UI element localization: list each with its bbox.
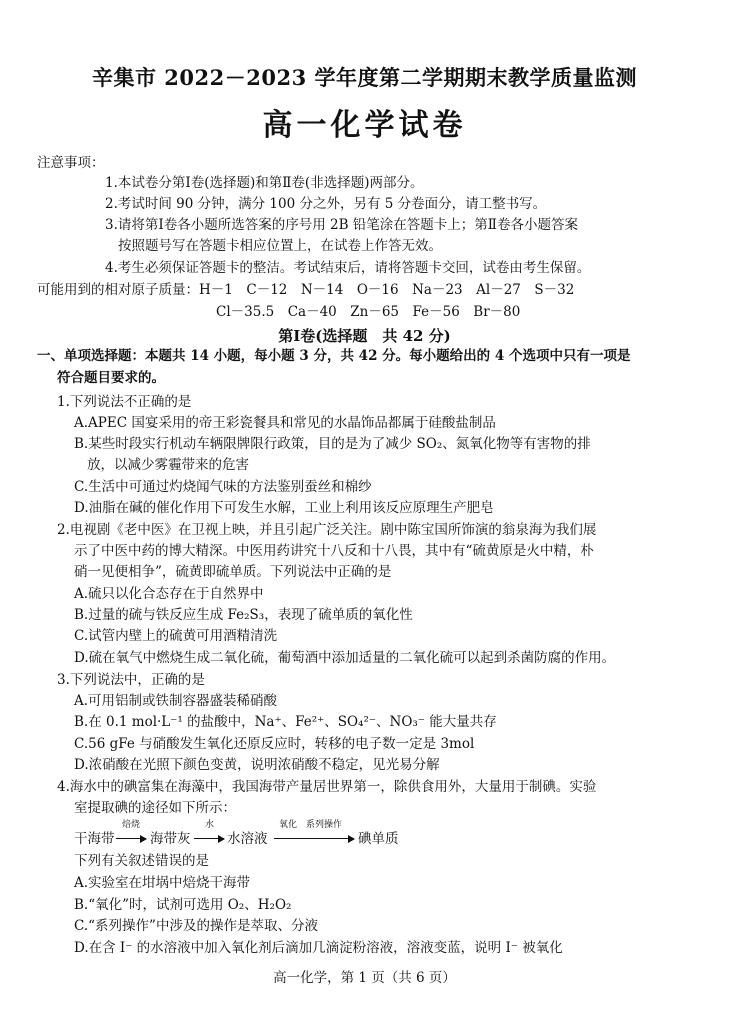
note-item: 2.考试时间 90 分钟，满分 100 分之外，另有 5 分卷面分，请工整书写。 xyxy=(105,196,547,212)
page-footer: 高一化学，第 1 页（共 6 页） xyxy=(273,970,456,986)
iodine-extraction-flow xyxy=(74,820,434,847)
atomic-mass-line: Cl－35.5 Ca－40 Zn－65 Fe－56 Br－80 xyxy=(216,304,521,320)
option-b: B.“氧化”时，试剂可选用 O₂、H₂O₂ xyxy=(74,897,292,913)
question-stem-cont: 室提取碘的途径如下所示： xyxy=(74,800,236,816)
option-b: B.过量的硫与铁反应生成 Fe₂S₃，表现了硫单质的氧化性 xyxy=(74,607,413,623)
flow-node-iodine: 碘单质 xyxy=(358,831,399,847)
notes-heading: 注意事项： xyxy=(37,155,105,171)
note-item: 4.考生必须保证答题卡的整洁。考试结束后，请将答题卡交回，试卷由考生保留。 xyxy=(105,260,591,276)
flow-arrow xyxy=(116,838,146,839)
option-b: B.某些时段实行机动车辆限牌限行政策，目的是为了减少 SO₂、氮氧化物等有害物的排 xyxy=(74,436,591,452)
option-a: A.实验室在坩埚中焙烧干海带 xyxy=(74,875,251,891)
flow-node-solution: 水溶液 xyxy=(227,831,268,847)
option-c: C.56 gFe 与硝酸发生氧化还原反应时，转移的电子数一定是 3mol xyxy=(74,736,475,752)
option-c: C.生活中可通过灼烧闻气味的方法鉴别蚕丝和棉纱 xyxy=(74,479,372,495)
exam-title: 辛集市 2022－2023 学年度第二学期期末教学质量监测 xyxy=(91,65,637,90)
note-item: 3.请将第Ⅰ卷各小题所选答案的序号用 2B 铅笔涂在答题卡上；第Ⅱ卷各小题答案 xyxy=(105,217,578,233)
option-d: D.浓硝酸在光照下颜色变黄，说明浓硝酸不稳定，见光易分解 xyxy=(74,757,440,773)
option-a: A.可用铝制或铁制容器盛装稀硝酸 xyxy=(74,693,278,709)
question-stem-cont: 示了中医中药的博大精深。中医用药讲究十八反和十八畏，其中有“硫黄原是火中精，朴 xyxy=(74,543,594,559)
flow-label-roast: 焙烧 xyxy=(122,820,141,830)
section-instruction: 一、单项选择题：本题共 14 小题，每小题 3 分，共 42 分。每小题给出的 4 个选项中只有一项是 xyxy=(37,348,631,364)
section-instruction: 符合题目要求的。 xyxy=(57,370,165,386)
question-stem: 1.下列说法不正确的是 xyxy=(57,394,192,410)
atomic-mass-line: 可能用到的相对原子质量：H－1 C－12 N－14 O－16 Na－23 Al－27 S－32 xyxy=(37,282,575,298)
section-title: 第Ⅰ卷(选择题 共 42 分) xyxy=(278,327,451,345)
option-c: C.试管内壁上的硫黄可用酒精清洗 xyxy=(74,628,278,644)
option-d: D.硫在氧气中燃烧生成二氧化硫，葡萄酒中添加适量的二氧化硫可以起到杀菌防腐的作用。 xyxy=(74,650,616,666)
option-a: A.APEC 国宴采用的帝王彩瓷餐具和常见的水晶饰品都属于硅酸盐制品 xyxy=(74,415,496,431)
flow-arrow xyxy=(194,838,224,839)
option-d: D.在含 I⁻ 的水溶液中加入氧化剂后滴加几滴淀粉溶液，溶液变蓝，说明 I⁻ 被氧化 xyxy=(74,940,563,956)
option-c: C.“系列操作”中涉及的操作是萃取、分液 xyxy=(74,918,318,934)
option-b-cont: 放，以减少雾霾带来的危害 xyxy=(87,457,249,473)
question-stem: 4.海水中的碘富集在海藻中，我国海带产量居世界第一，除供食用外，大量用于制碘。实验 xyxy=(57,779,597,795)
option-a: A.硫只以化合态存在于自然界中 xyxy=(74,586,264,602)
note-item: 按照题号写在答题卡相应位置上，在试卷上作答无效。 xyxy=(118,238,442,254)
flow-label-oxidize-ops: 氧化 系列操作 xyxy=(279,820,343,830)
note-item: 1.本试卷分第Ⅰ卷(选择题)和第Ⅱ卷(非选择题)两部分。 xyxy=(105,175,424,191)
option-b: B.在 0.1 mol·L⁻¹ 的盐酸中，Na⁺、Fe²⁺、SO₄²⁻、NO₃⁻ 能大量共存 xyxy=(74,714,497,730)
flow-node-dry-kelp: 干海带 xyxy=(74,831,115,847)
exam-subtitle: 高一化学试卷 xyxy=(262,108,467,143)
option-d: D.油脂在碱的催化作用下可发生水解，工业上利用该反应原理生产肥皂 xyxy=(74,500,494,516)
question-stem: 3.下列说法中，正确的是 xyxy=(57,672,205,688)
flow-label-water: 水 xyxy=(205,820,215,830)
question-stem: 2.电视剧《老中医》在卫视上映，并且引起广泛关注。剧中陈宝国所饰演的翁泉海为我们展 xyxy=(57,522,597,538)
question-stem-cont: 硝一见便相争”，硫黄即硫单质。下列说法中正确的是 xyxy=(74,564,392,580)
flow-node-kelp-ash: 海带灰 xyxy=(150,831,191,847)
flow-arrow xyxy=(274,838,354,839)
question-stem-cont: 下列有关叙述错误的是 xyxy=(74,853,209,869)
